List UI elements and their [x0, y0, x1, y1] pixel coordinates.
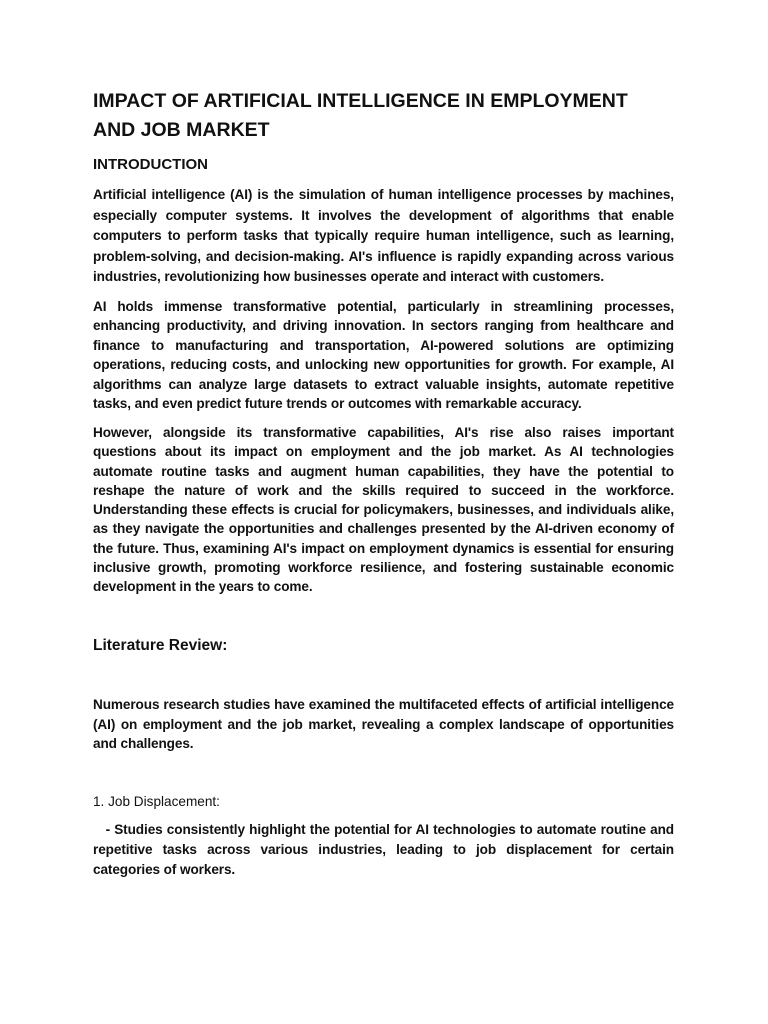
literature-paragraph: Numerous research studies have examined the multifaceted effects of artificial intelligence (AI) on employment and the job market, revealing a complex landscape of opportunities and challenges. [93, 697, 674, 751]
list-item-1-text: - Studies consistently highlight the potential for AI technologies to automate routine and repetitive tasks across various industries, leading to job displacement for certain categories of workers. [93, 822, 678, 877]
intro-paragraph-1: Artificial intelligence (AI) is the simulation of human intelligence processes by machines, especially computer systems. It involves the development of algorithms that enable computers to perform tasks that typically require human intelligence, such as learning, problem-solving, and decision-making. AI's influence is rapidly expanding across various industries, revolutionizing how businesses operate and interact with customers. [93, 187, 674, 285]
document-title: IMPACT OF ARTIFICIAL INTELLIGENCE IN EMPLOYMENT AND JOB MARKET [93, 90, 628, 141]
list-item-1-heading: 1. Job Displacement: [93, 794, 220, 809]
intro-paragraph-3: However, alongside its transformative capabilities, AI's rise also raises important questions about its impact on employment and the job market. As AI technologies automate routine tasks and augment human capabilities, they have the potential to reshape the nature of work and the skills required to succeed in the workforce. Understanding these effects is crucial for policymakers, businesses, and individuals alike, as they navigate the opportunities and challenges presented by the AI-driven economy of the future. Thus, examining AI's impact on employment dynamics is essential for ensuring inclusive growth, promoting workforce resilience, and fostering sustainable economic development in the years to come. [93, 425, 674, 595]
introduction-heading: INTRODUCTION [93, 156, 208, 173]
intro-paragraph-2: AI holds immense transformative potential, particularly in streamlining processes, enhancing productivity, and driving innovation. In sectors ranging from healthcare and finance to manufacturing and transportation, AI-powered solutions are optimizing operations, reducing costs, and unlocking new opportunities for growth. For example, AI algorithms can analyze large datasets to extract valuable insights, automate repetitive tasks, and even predict future trends or outcomes with remarkable accuracy. [93, 299, 674, 412]
literature-review-heading: Literature Review: [93, 637, 228, 654]
